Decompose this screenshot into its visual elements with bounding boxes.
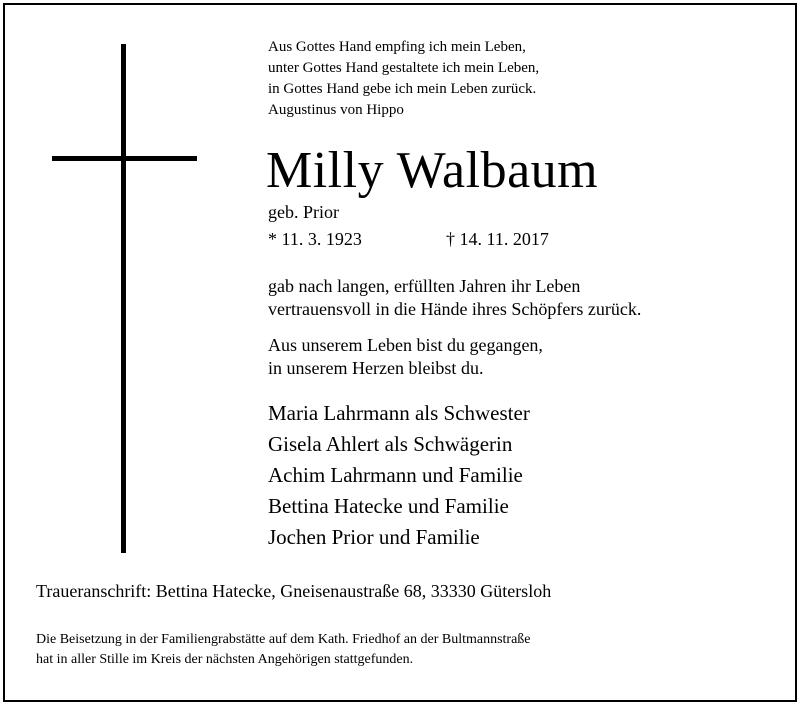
mourner: Bettina Hatecke und Familie [268, 494, 509, 518]
cross-icon-bar [52, 156, 197, 161]
mourner: Maria Lahrmann als Schwester [268, 401, 530, 425]
mourning-address: Traueranschrift: Bettina Hatecke, Gneisenaustraße 68, 33330 Gütersloh [36, 581, 552, 601]
text-line: Aus unserem Leben bist du gegangen, [268, 335, 543, 355]
motto-line: Aus Gottes Hand empfing ich mein Leben, [268, 39, 526, 55]
motto-author: Augustinus von Hippo [268, 102, 404, 118]
mourner: Jochen Prior und Familie [268, 525, 480, 549]
birth-date: * 11. 3. 1923 [268, 229, 362, 249]
text-line: gab nach langen, erfüllten Jahren ihr Leben [268, 276, 581, 296]
deceased-name: Milly Walbaum [266, 142, 599, 199]
note-line: Die Beisetzung in der Familiengrabstätte auf dem Kath. Friedhof an der Bultmannstraße [36, 632, 531, 647]
motto-block [268, 37, 539, 121]
maiden-name: geb. Prior [268, 202, 339, 222]
death-date: † 14. 11. 2017 [446, 229, 549, 249]
cross-icon [121, 44, 126, 553]
mourner: Achim Lahrmann und Familie [268, 463, 523, 487]
note-line: hat in aller Stille im Kreis der nächsten Angehörigen stattgefunden. [36, 652, 414, 667]
mourner: Gisela Ahlert als Schwägerin [268, 432, 513, 456]
burial-note [36, 630, 531, 670]
text-line: vertrauensvoll in die Hände ihres Schöpfers zurück. [268, 299, 642, 319]
farewell-text [268, 334, 543, 380]
text-line: in unserem Herzen bleibst du. [268, 358, 484, 378]
announcement-text [268, 275, 641, 321]
motto-line: in Gottes Hand gebe ich mein Leben zurück. [268, 81, 537, 97]
motto-line: unter Gottes Hand gestaltete ich mein Leben, [268, 60, 540, 76]
mourners-list [268, 398, 530, 553]
